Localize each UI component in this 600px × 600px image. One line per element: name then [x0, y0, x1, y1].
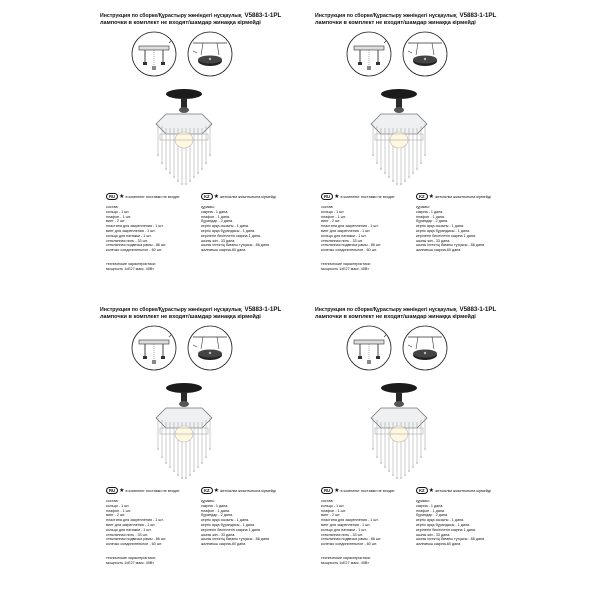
ru-note-text: в комплект поставки не входят — [340, 194, 395, 199]
instruction-title: Инструкция по сборке/Құрастыру жөніндегі нұсқаулық — [100, 307, 242, 313]
tech-heading: технические характеристики: — [106, 556, 156, 560]
list-item: кертік арқа сызығы - 1 дана. — [416, 518, 465, 523]
list-item: кольцо для натяжки - 1 шт. — [321, 527, 367, 532]
mounting-bracket-diagram-icon — [131, 31, 177, 77]
instruction-title: Инструкция по сборке/Құрастыру жөніндегі нұсқаулық — [315, 13, 457, 19]
instruction-card — [100, 306, 286, 574]
list-item: шыны ілгектің бағаны тұтқасы - 86 дана — [416, 537, 485, 542]
ceiling-canopy-diagram-icon — [402, 325, 448, 371]
kz-note-text: жеткізілім жиынтығына кірмейді — [219, 194, 276, 199]
list-item: кертік арқа бұрандасы - 1 дана. — [416, 522, 471, 527]
list-item: состав: — [106, 499, 119, 503]
list-item: пластина для закрепления - 1 шт. — [106, 518, 164, 523]
list-item: кольцо для натяжки - 1 шт. — [321, 233, 367, 238]
list-item: бұрандар - 2 дана. — [416, 219, 449, 224]
mounting-bracket-diagram-icon — [346, 325, 392, 371]
list-item: жалғағыш сақина-60 дана — [416, 542, 461, 547]
list-item: шыны ілгектің бағаны тұтқасы - 86 дана — [201, 537, 270, 542]
technical-specs — [321, 556, 371, 566]
list-item: шыны жіп - 33 дана. — [201, 532, 236, 537]
list-item: пластина для закрепления - 1 шт. — [321, 518, 379, 523]
list-item: құрамы: — [201, 499, 215, 503]
list-item: плафон - 1 шт. — [106, 214, 131, 219]
list-item: винт для закрепления - 1 шт. — [106, 522, 156, 527]
list-item: колечко соединительное - 60 шт. — [106, 248, 163, 253]
list-item: стеклянная нить - 33 шт. — [321, 238, 363, 243]
list-item: колечко соединительное - 60 шт. — [321, 248, 378, 253]
list-item: стеклянная нить - 33 шт. — [321, 532, 363, 537]
tech-heading: технические характеристики: — [321, 556, 371, 560]
list-item: жалғағыш сақина-60 дана — [201, 542, 246, 547]
list-item: шыны жіп - 33 дана. — [201, 238, 236, 243]
list-item: плафон - 1 шт. — [106, 508, 131, 513]
ceiling-canopy-diagram-icon — [187, 31, 233, 77]
list-item: жалғағыш сақина-60 дана — [201, 248, 246, 253]
list-item: пластина для закрепления - 1 шт. — [321, 224, 379, 229]
technical-specs — [106, 262, 156, 272]
ru-badge: RU — [106, 487, 118, 494]
ru-note — [321, 482, 395, 500]
ru-badge: RU — [106, 193, 118, 200]
kz-parts-list — [416, 499, 484, 547]
list-item: стеклянная подвеска рамы - 86 шт. — [106, 243, 167, 248]
list-item: бұрандар - 2 дана. — [416, 513, 449, 518]
kz-note — [416, 482, 491, 500]
list-item: кольцо для натяжки - 1 шт. — [106, 233, 152, 238]
list-item: винт для закрепления - 1 шт. — [321, 522, 371, 527]
tech-power: мощность 1хЕ27 макс. 40Вт — [321, 560, 369, 565]
ru-parts-list — [321, 205, 381, 253]
star-icon: ★ — [334, 488, 340, 495]
kz-parts-list — [416, 205, 484, 253]
technical-specs — [321, 262, 371, 272]
list-item: колечко соединительное - 60 шт. — [106, 542, 163, 547]
bulbs-not-included-note: лампочки в комплект не входят/шамдар жинаққа кірмейді — [100, 314, 261, 320]
list-item: состав: — [106, 205, 119, 209]
list-item: сақина - 1 дана. — [201, 209, 229, 214]
kz-badge: KZ — [416, 487, 428, 494]
list-item: бұрандар - 2 дана. — [201, 219, 234, 224]
kz-parts-list — [201, 205, 269, 253]
title-line — [315, 306, 501, 313]
list-item: кольцо для натяжки - 1 шт. — [106, 527, 152, 532]
list-item: кертік арқа бұрандасы - 1 дана. — [201, 522, 256, 527]
list-item: винт - 2 шт. — [321, 219, 341, 224]
ru-parts-list — [106, 205, 166, 253]
tech-heading: технические характеристики: — [321, 262, 371, 266]
bulbs-not-included-note: лампочки в комплект не входят/шамдар жинаққа кірмейді — [100, 20, 261, 26]
crystal-chandelier-lamp-icon — [144, 382, 224, 484]
list-item: керілетін бекітілетін сақина 1 дана. — [201, 233, 262, 238]
tech-power: мощность 1хЕ27 макс. 40Вт — [106, 266, 154, 271]
ceiling-canopy-diagram-icon — [402, 31, 448, 77]
list-item: кольцо - 1 шт. — [321, 209, 345, 214]
instruction-card — [315, 306, 501, 574]
kz-note — [416, 188, 491, 206]
list-item: кертік арқа сызығы - 1 дана. — [201, 518, 250, 523]
list-item: жалғағыш сақина-60 дана — [416, 248, 461, 253]
list-item: керілетін бекітілетін сақина 1 дана. — [201, 527, 262, 532]
model-number: V5883-1-1PL — [459, 12, 497, 19]
list-item: состав: — [321, 499, 334, 503]
list-item: шыны ілгектің бағаны тұтқасы - 86 дана — [416, 243, 485, 248]
bulbs-not-included-note: лампочки в комплект не входят/шамдар жинаққа кірмейді — [315, 314, 476, 320]
list-item: құрамы: — [416, 499, 430, 503]
list-item: шыны ілгектің бағаны тұтқасы - 86 дана — [201, 243, 270, 248]
list-item: құрамы: — [201, 205, 215, 209]
ru-parts-list — [321, 499, 381, 547]
list-item: керілетін бекітілетін сақина 1 дана. — [416, 233, 477, 238]
list-item: керілетін бекітілетін сақина 1 дана. — [416, 527, 477, 532]
list-item: винт - 2 шт. — [321, 513, 341, 518]
crystal-chandelier-lamp-icon — [144, 88, 224, 190]
list-item: плафон - 1 дана. — [416, 214, 445, 219]
list-item: стеклянная нить - 33 шт. — [106, 532, 148, 537]
kz-badge: KZ — [201, 487, 213, 494]
list-item: стеклянная подвеска рамы - 86 шт. — [321, 243, 382, 248]
star-icon: ★ — [428, 194, 434, 201]
ru-note — [321, 188, 395, 206]
title-line — [100, 306, 286, 313]
title-line — [315, 12, 501, 19]
ru-note-text: в комплект поставки не входят — [125, 488, 180, 493]
model-number: V5883-1-1PL — [459, 306, 497, 313]
list-item: плафон - 1 дана. — [201, 214, 230, 219]
star-icon: ★ — [213, 194, 219, 201]
instruction-card — [100, 12, 286, 280]
tech-power: мощность 1хЕ27 макс. 40Вт — [106, 560, 154, 565]
list-item: пластина для закрепления - 1 шт. — [106, 224, 164, 229]
list-item: кертік арқа бұрандасы - 1 дана. — [416, 228, 471, 233]
list-item: винт для закрепления - 1 шт. — [106, 228, 156, 233]
list-item: кольцо - 1 шт. — [321, 503, 345, 508]
list-item: құрамы: — [416, 205, 430, 209]
ru-badge: RU — [321, 193, 333, 200]
list-item: кольцо - 1 шт. — [106, 503, 130, 508]
list-item: шыны жіп - 33 дана. — [416, 532, 451, 537]
list-item: колечко соединительное - 60 шт. — [321, 542, 378, 547]
list-item: винт - 2 шт. — [106, 513, 126, 518]
tech-power: мощность 1хЕ27 макс. 40Вт — [321, 266, 369, 271]
instruction-title: Инструкция по сборке/Құрастыру жөніндегі нұсқаулық — [100, 13, 242, 19]
list-item: кертік арқа бұрандасы - 1 дана. — [201, 228, 256, 233]
list-item: стеклянная подвеска рамы - 86 шт. — [321, 537, 382, 542]
list-item: винт - 2 шт. — [106, 219, 126, 224]
crystal-chandelier-lamp-icon — [359, 382, 439, 484]
list-item: стеклянная нить - 33 шт. — [106, 238, 148, 243]
kz-note — [201, 482, 276, 500]
instruction-card — [315, 12, 501, 280]
mounting-bracket-diagram-icon — [346, 31, 392, 77]
model-number: V5883-1-1PL — [244, 12, 282, 19]
mounting-bracket-diagram-icon — [131, 325, 177, 371]
ru-note — [106, 482, 180, 500]
instruction-title: Инструкция по сборке/Құрастыру жөніндегі нұсқаулық — [315, 307, 457, 313]
ru-note-text: в комплект поставки не входят — [125, 194, 180, 199]
star-icon: ★ — [119, 488, 125, 495]
kz-badge: KZ — [201, 193, 213, 200]
ru-note — [106, 188, 180, 206]
list-item: кертік арқа сызығы - 1 дана. — [201, 224, 250, 229]
list-item: плафон - 1 дана. — [201, 508, 230, 513]
list-item: сақина - 1 дана. — [416, 503, 444, 508]
title-line — [100, 12, 286, 19]
bulbs-not-included-note: лампочки в комплект не входят/шамдар жинаққа кірмейді — [315, 20, 476, 26]
list-item: винт для закрепления - 1 шт. — [321, 228, 371, 233]
list-item: кольцо - 1 шт. — [106, 209, 130, 214]
list-item: плафон - 1 дана. — [416, 508, 445, 513]
ru-note-text: в комплект поставки не входят — [340, 488, 395, 493]
list-item: сақина - 1 дана. — [416, 209, 444, 214]
ru-parts-list — [106, 499, 166, 547]
list-item: состав: — [321, 205, 334, 209]
star-icon: ★ — [428, 488, 434, 495]
kz-badge: KZ — [416, 193, 428, 200]
list-item: шыны жіп - 33 дана. — [416, 238, 451, 243]
kz-note — [201, 188, 276, 206]
list-item: плафон - 1 шт. — [321, 508, 346, 513]
kz-note-text: жеткізілім жиынтығына кірмейді — [434, 488, 491, 493]
list-item: стеклянная подвеска рамы - 86 шт. — [106, 537, 167, 542]
star-icon: ★ — [334, 194, 340, 201]
list-item: кертік арқа сызығы - 1 дана. — [416, 224, 465, 229]
ceiling-canopy-diagram-icon — [187, 325, 233, 371]
list-item: сақина - 1 дана. — [201, 503, 229, 508]
list-item: плафон - 1 шт. — [321, 214, 346, 219]
ru-badge: RU — [321, 487, 333, 494]
crystal-chandelier-lamp-icon — [359, 88, 439, 190]
star-icon: ★ — [213, 488, 219, 495]
tech-heading: технические характеристики: — [106, 262, 156, 266]
list-item: бұрандар - 2 дана. — [201, 513, 234, 518]
star-icon: ★ — [119, 194, 125, 201]
kz-parts-list — [201, 499, 269, 547]
kz-note-text: жеткізілім жиынтығына кірмейді — [434, 194, 491, 199]
kz-note-text: жеткізілім жиынтығына кірмейді — [219, 488, 276, 493]
model-number: V5883-1-1PL — [244, 306, 282, 313]
technical-specs — [106, 556, 156, 566]
